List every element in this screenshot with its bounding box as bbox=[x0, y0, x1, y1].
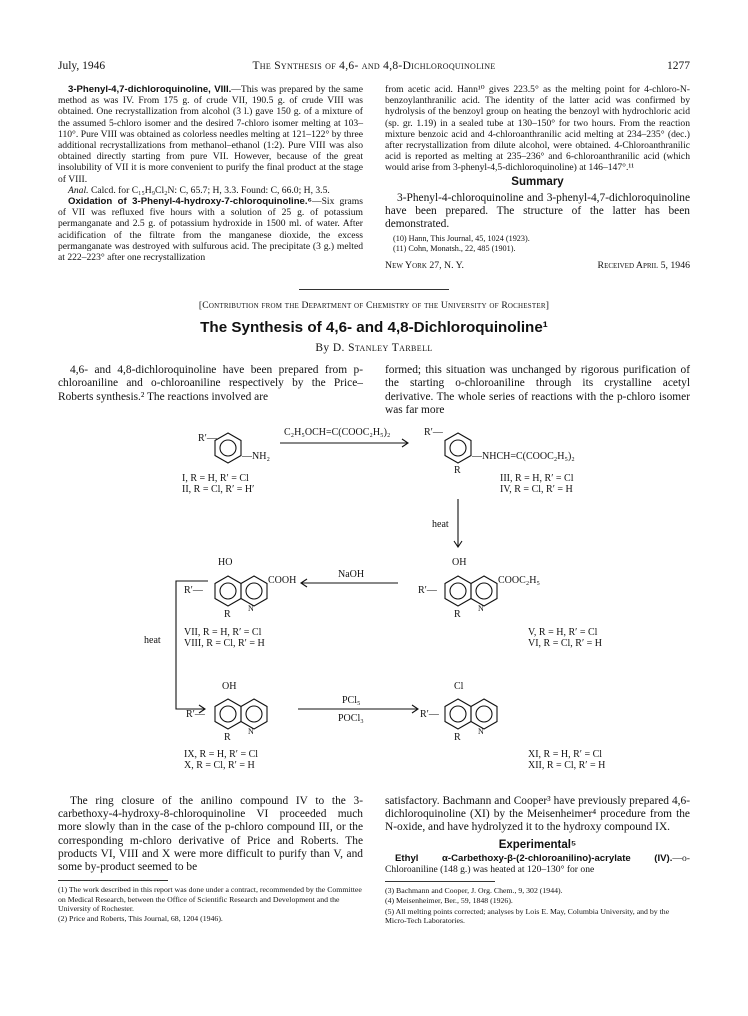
reagent-label: POCl₃ bbox=[338, 713, 364, 725]
summary-heading: Summary bbox=[511, 175, 564, 188]
section-heading: 3-Phenyl-4,7-dichloroquinoline, VIII. bbox=[68, 84, 232, 95]
location: New York 27, N. Y. bbox=[385, 260, 464, 272]
compound-label: IV, R = Cl, R′ = H bbox=[500, 484, 573, 496]
footnote-4: (4) Meisenheimer, Ber., 59, 1848 (1926). bbox=[385, 896, 513, 906]
aromatic-circle bbox=[476, 583, 492, 599]
bottom-columns bbox=[58, 795, 690, 926]
footnote-1: (1) The work described in this report was done under a contract, recommended by the Committee on Medical Research, between the Office of Scientific Research and Development and the University of Rochester. bbox=[58, 885, 362, 914]
chloro-label: Cl bbox=[454, 681, 464, 693]
experiment-text: —o-Chloroaniline (148 g.) was heated at 120–130° for one bbox=[385, 852, 690, 875]
hydroxy-label: OH bbox=[452, 557, 467, 569]
compound-label: V, R = H, R′ = Cl bbox=[528, 627, 598, 639]
quinoline-ring bbox=[241, 699, 267, 729]
aromatic-circle bbox=[220, 440, 236, 456]
analysis-text: Calcd. for C₁₅H₉Cl₂N: C, 65.7; H, 3.3. Found: C, 66.0; H, 3.5. bbox=[90, 184, 330, 196]
paragraph-text: —This was prepared by the same method as was IV. From 175 g. of crude VII, 190.5 g. of crude VIII was obtained. One recrystallization from alcohol (3 l.) gave 150 g. of a mixture of the assumed 5-chloro isomer and the desired 7-chloro isomer melting at 103–110°. Pure VIII was obtained as colorless needles melting at 121–122° by three additional recrystallizations from methanol–ethanol (1:2). Pure VIII was also obtained directly starting from pure VII. However, because of the great insolubility of VII it is more convenient to purify the final product at the stage of VIII. bbox=[58, 84, 363, 185]
quinoline-ring bbox=[241, 576, 267, 606]
nitrogen-label: N bbox=[248, 727, 254, 737]
r-prime-label: R′— bbox=[184, 585, 203, 597]
aromatic-circle bbox=[220, 583, 236, 599]
r-prime-label: R′— bbox=[424, 427, 443, 439]
reference-11: (11) Cohn, Monatsh., 22, 485 (1901). bbox=[393, 244, 516, 254]
running-header bbox=[58, 60, 690, 76]
aromatic-circle bbox=[450, 706, 466, 722]
hydroxy-label: OH bbox=[222, 681, 237, 693]
summary-text: 3-Phenyl-4-chloroquinoline and 3-phenyl-4,7-dichloroquinoline have been prepared. The structure of the latter has been demonstrated. bbox=[385, 191, 690, 231]
footnote-rule bbox=[58, 880, 168, 881]
compound-label: VII, R = H, R′ = Cl bbox=[184, 627, 262, 639]
r-label: R bbox=[454, 732, 461, 744]
r-label: R bbox=[224, 609, 231, 621]
quinoline-ring bbox=[215, 699, 241, 729]
references bbox=[385, 234, 690, 254]
r-label: R bbox=[454, 609, 461, 621]
compound-label: VIII, R = Cl, R′ = H bbox=[184, 638, 265, 650]
article-title: The Synthesis of 4,6- and 4,8-Dichloroquinoline¹ bbox=[200, 319, 548, 337]
nitrogen-label: N bbox=[478, 604, 484, 614]
reagent-label: NaOH bbox=[338, 569, 365, 581]
heat-label: heat bbox=[144, 635, 161, 647]
header-date: July, 1946 bbox=[58, 60, 106, 72]
compound-label: III, R = H, R′ = Cl bbox=[500, 473, 574, 485]
paragraph-text: satisfactory. Bachmann and Cooper³ have previously prepared 4,6-dichloroquinoline (XI) by the Meisenheimer⁴ procedure from the N-oxide, and have hydrolyzed it to the hydroxy compound IX. bbox=[385, 795, 690, 834]
r-prime-label: R′— bbox=[418, 585, 437, 597]
substituent-label: —NHCH=C(COOC₂H₅)₂ bbox=[472, 451, 575, 463]
hydroxy-label: HO bbox=[218, 557, 233, 569]
paragraph-text: The ring closure of the anilino compound IV to the 3-carbethoxy-4-hydroxy-8-chloroquinoline VI proceeded much more slowly than in the case of the p-chloro compound III, or the corresponding m-chloro derivative of Price and Roberts. The products VI, VIII and X were more difficult to purify than V, and some by-product seemed to be bbox=[58, 795, 363, 874]
top-columns bbox=[58, 84, 690, 271]
aromatic-circle bbox=[476, 706, 492, 722]
nitrogen-label: N bbox=[478, 727, 484, 737]
benzene-ring bbox=[215, 433, 241, 463]
reagent-label: C₂H₅OCH=C(COOC₂H₅)₂ bbox=[284, 427, 391, 439]
contribution-line: [Contribution from the Department of Chemistry of the University of Rochester] bbox=[198, 300, 550, 312]
footnote-3: (3) Bachmann and Cooper, J. Org. Chem., 9, 302 (1944). bbox=[385, 886, 563, 896]
quinoline-ring bbox=[471, 576, 497, 606]
r-prime-label: R′— bbox=[186, 709, 205, 721]
compound-label: II, R = Cl, R′ = H′ bbox=[182, 484, 255, 496]
reaction-scheme-graphic bbox=[58, 419, 690, 795]
quinoline-ring bbox=[471, 699, 497, 729]
r-label: R bbox=[454, 465, 461, 477]
reagent-label: PCl₅ bbox=[342, 695, 361, 707]
top-right-column bbox=[385, 84, 690, 271]
author-prefix: By bbox=[315, 342, 333, 355]
r-prime-label: R′— bbox=[420, 709, 439, 721]
header-title: The Synthesis of 4,6- and 4,8-Dichloroquinoline bbox=[252, 60, 496, 72]
aromatic-circle bbox=[246, 583, 262, 599]
intro-columns bbox=[58, 364, 690, 417]
benzene-ring bbox=[445, 433, 471, 463]
carboxyl-label: COOH bbox=[268, 575, 297, 587]
compound-label: XI, R = H, R′ = Cl bbox=[528, 749, 603, 761]
footnote-5: (5) All melting points corrected; analyses by Lois E. May, Columbia University, and by the Micro-Tech Laboratories. bbox=[385, 906, 670, 926]
aromatic-circle bbox=[246, 706, 262, 722]
ester-label: COOC₂H₅ bbox=[498, 575, 540, 587]
compound-label: IX, R = H, R′ = Cl bbox=[184, 749, 259, 761]
experiment-title: Ethyl α-Carbethoxy-β-(2-chloroanilino)-acrylate (IV). bbox=[395, 852, 673, 864]
aromatic-circle bbox=[450, 440, 466, 456]
nitrogen-label: N bbox=[248, 604, 254, 614]
quinoline-ring bbox=[445, 699, 471, 729]
received-date: Received April 5, 1946 bbox=[597, 260, 690, 272]
reference-10: (10) Hann, This Journal, 45, 1024 (1923). bbox=[393, 234, 530, 244]
top-left-column bbox=[58, 84, 363, 271]
r-prime-label: R′— bbox=[198, 433, 217, 445]
anal-label: Anal. bbox=[68, 184, 89, 196]
intro-right-text: formed; this situation was unchanged by rigorous purification of the starting o-chloroaniline through its crystalline acetyl derivative. The whole series of reactions with the p-chloro isomer was far more bbox=[385, 364, 690, 416]
compound-label: VI, R = Cl, R′ = H bbox=[528, 638, 603, 650]
footnote-rule bbox=[385, 881, 495, 882]
quinoline-ring bbox=[445, 576, 471, 606]
paragraph-text: —Six grams of VII was refluxed five hours with a solution of 25 g. of potassium permanganate and 2.5 g. of potassium hydroxide in 1500 ml. of water. After acidification of the filtrate from the manganese dioxide, the excess permanganate was destroyed with sulfurous acid. The precipitate (3 g.) melted at 222–223° after one recrystallization bbox=[58, 196, 363, 264]
intro-left-text: 4,6- and 4,8-dichloroquinoline have been prepared from p-chloroaniline and o-chloroaniline respectively by the Price–Roberts synthesis.² The reactions involved are bbox=[58, 364, 363, 403]
header-page-number: 1277 bbox=[667, 60, 690, 72]
compound-label: XII, R = Cl, R′ = H bbox=[528, 760, 606, 772]
author-name: D. Stanley Tarbell bbox=[332, 342, 433, 355]
aromatic-circle bbox=[450, 583, 466, 599]
compound-label: I, R = H, R′ = Cl bbox=[182, 473, 249, 485]
bottom-right-column bbox=[385, 795, 690, 926]
experimental-heading: Experimental⁵ bbox=[498, 838, 577, 851]
reaction-scheme bbox=[58, 419, 690, 795]
footnote-2: (2) Price and Roberts, This Journal, 68, 1204 (1946). bbox=[58, 914, 223, 924]
compound-label: X, R = Cl, R′ = H bbox=[184, 760, 255, 772]
heat-label: heat bbox=[432, 519, 449, 531]
journal-page bbox=[58, 60, 690, 926]
paragraph-text: from acetic acid. Hann¹⁰ gives 223.5° as the melting point for 4-chloro-N-benzoylanthranilic acid. The identity of the latter acid was confirmed by hydrolysis of the benzoyl group on heating the benzoyl with hydrochloric acid (sp. gr. 1.19) in a sealed tube at 130–150° for two hours. From the reaction mixture benzoic acid and 4-chloroanthranilic acid melting at 234–235° (dec.) after recrystallization from dilute alcohol, were obtained. 4-Chloroanthranilic acid is reported as melting at 235–236° and 6-chloroanthranilic acid (which would arise from 3-phenyl-4,5-dichloroquinoline) at 146–147°.¹¹ bbox=[385, 84, 690, 174]
aromatic-circle bbox=[220, 706, 236, 722]
quinoline-ring bbox=[215, 576, 241, 606]
signature-line bbox=[385, 260, 690, 271]
article-author bbox=[58, 342, 690, 354]
section-heading: Oxidation of 3-Phenyl-4-hydroxy-7-chloroquinoline.⁶ bbox=[68, 196, 312, 208]
amine-group: —NH₂ bbox=[242, 451, 270, 463]
article-divider bbox=[299, 289, 449, 290]
bottom-left-column bbox=[58, 795, 363, 926]
r-label: R bbox=[224, 732, 231, 744]
